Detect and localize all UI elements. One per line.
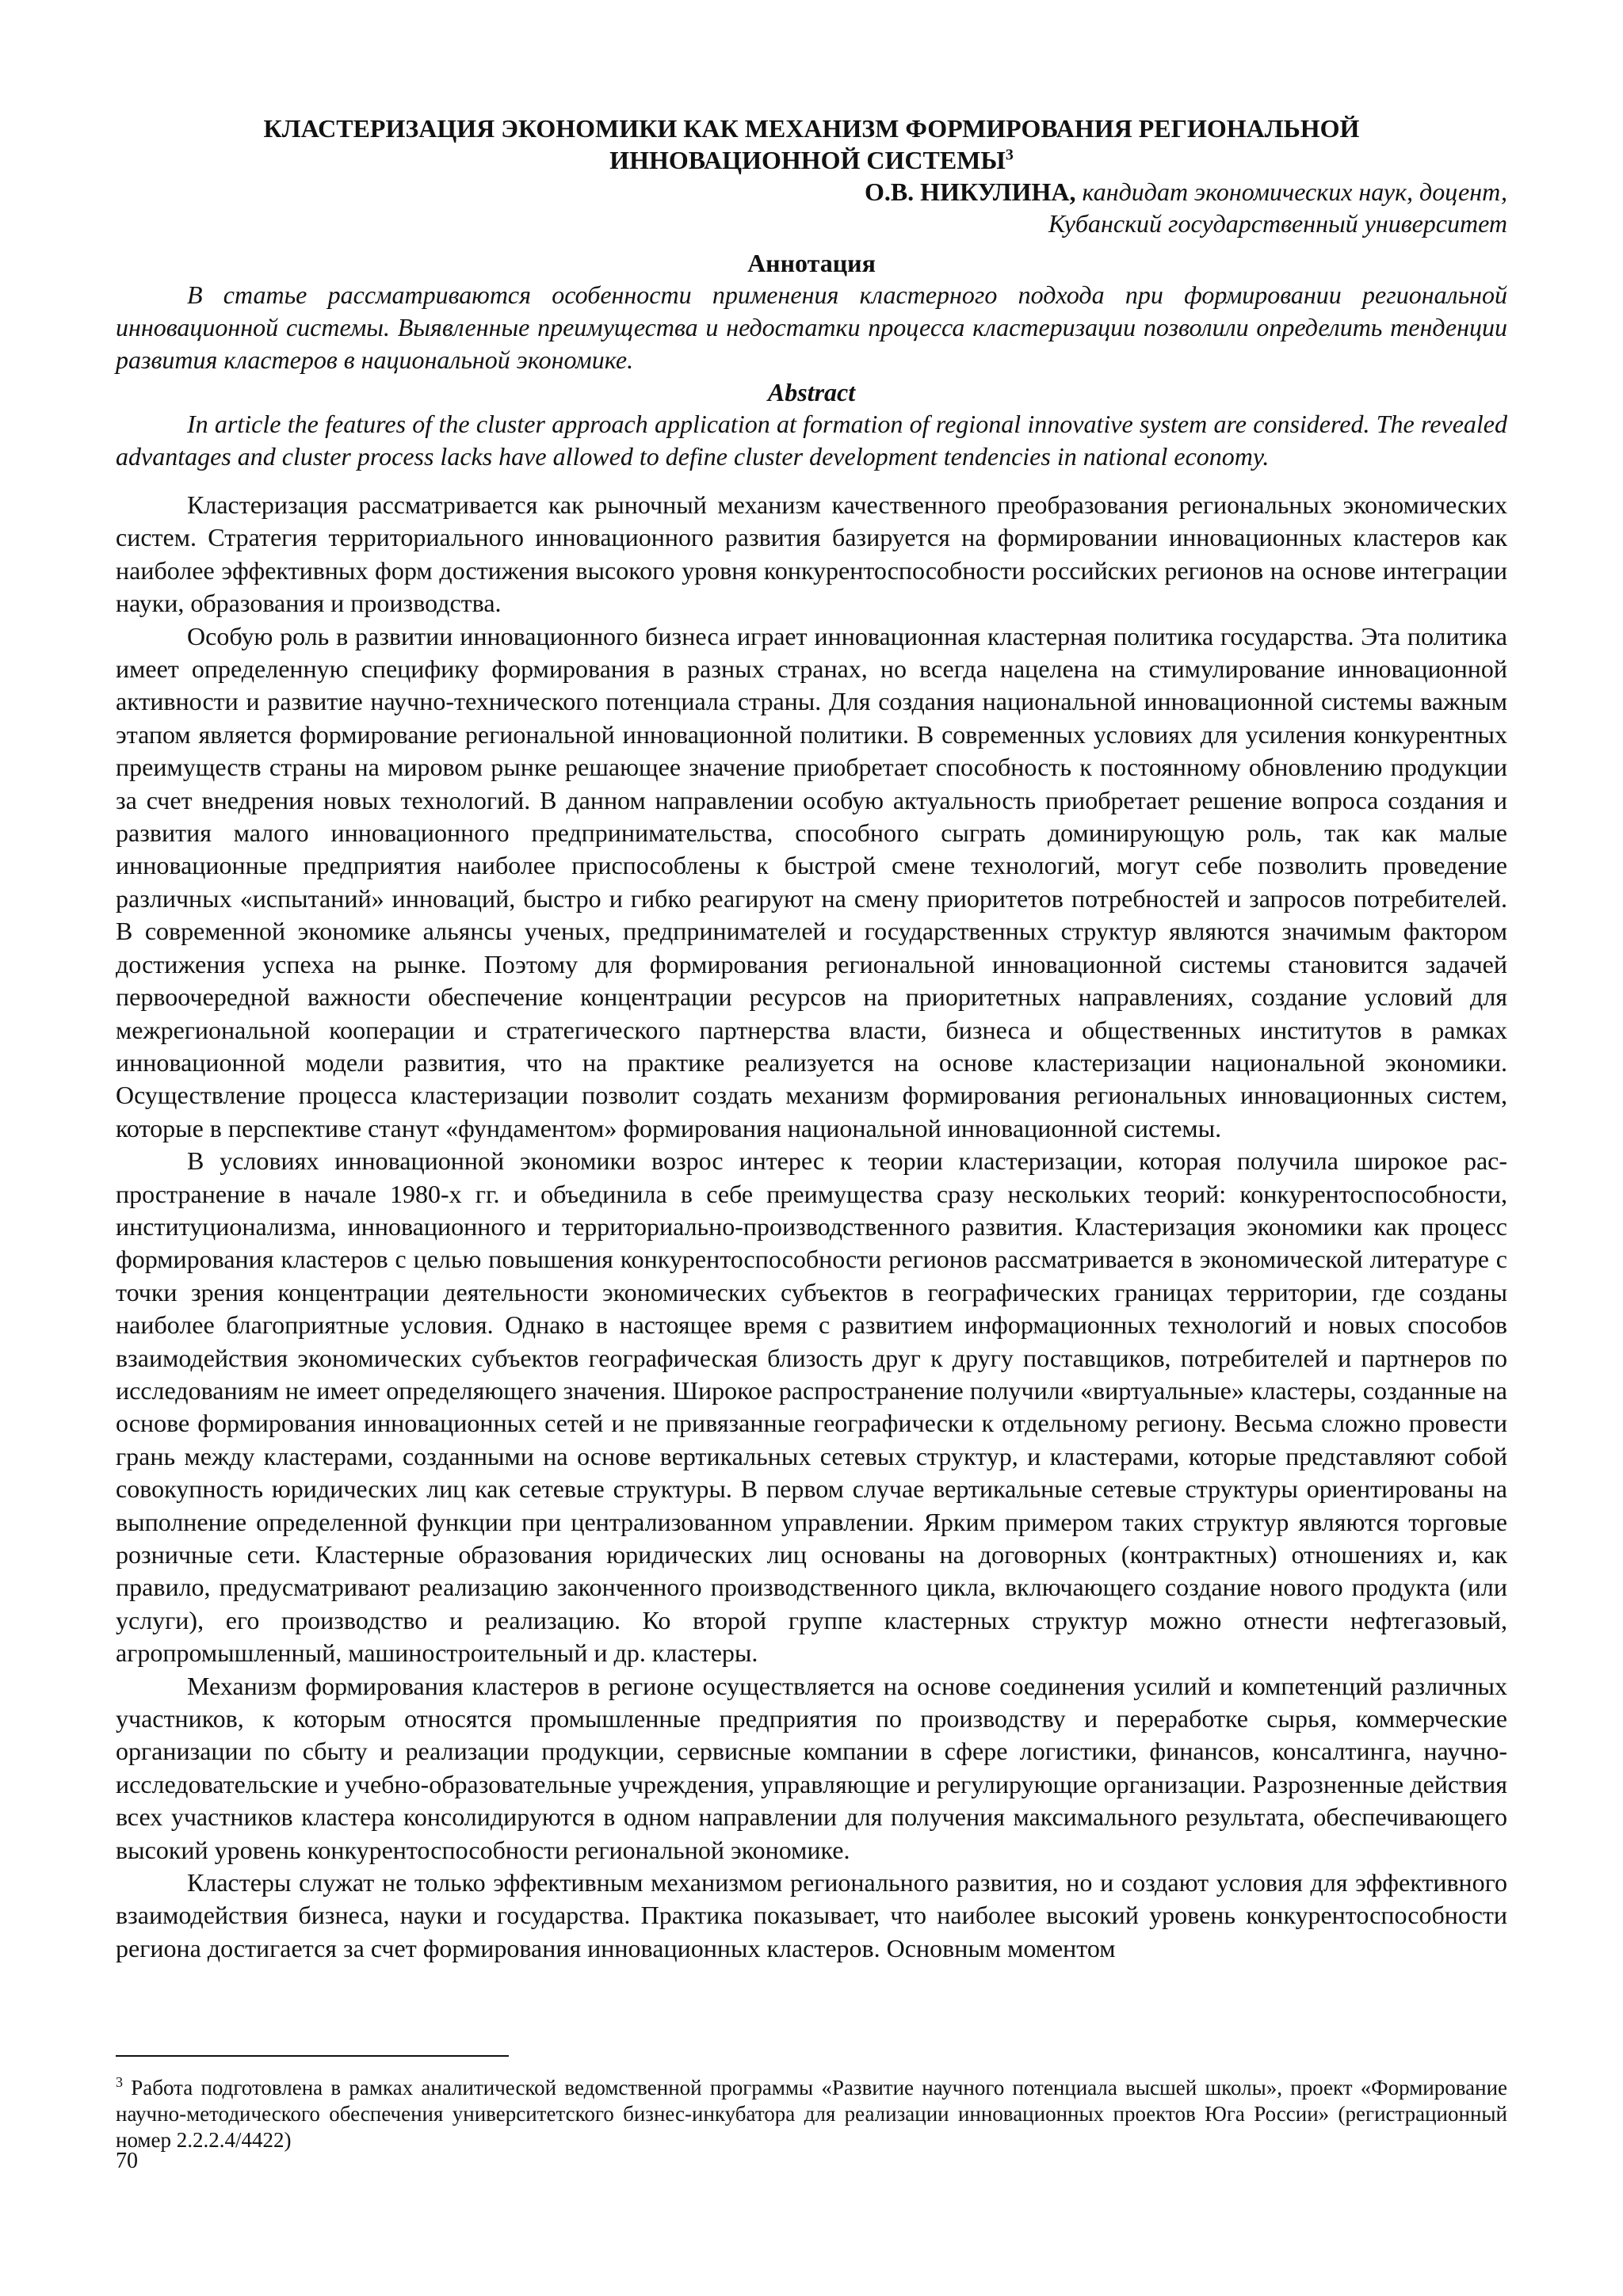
body-paragraph-4: Механизм формирования кластеров в регионе осуществляется на основе соединения усилий и компетенций различных участников, к которым относятся промышленные предприятия по производству и переработке сырья, коммерческие организации по сбыту и реализации продукции, сервисные компании в сфере логистики, финансов, консалтинга, научно-исследовательские и учебно-образовательные учреждения, управляющие и регулирующие организации. Разрозненные действия всех участников кластера консолидируются в одном направлении для получения максимального результата, обеспечивающего высокий уровень конкурентоспособности региональной экономике. — [116, 1671, 1507, 1864]
body-paragraph-3: В условиях инновационной экономики возрос интерес к теории кластеризации, которая получила широкое распространение в начале 1980-х гг. и объединила в себе преимущества сразу нескольких теорий: конкурентоспособности, институционализма, инновационного и территориально-производственного развития. Кластеризация экономики как процесс формирования кластеров с целью повышения конкурентоспособности регионов рассматривается в экономической литературе с точки зрения концентрации деятельности экономических субъектов в географических границах территории, где созданы наиболее благоприятные условия. Однако в настоящее время с развитием информационных технологий и новых способов взаимодействия экономических субъектов географическая близость друг к другу поставщиков, потребителей и партнеров по исследованиям не имеет определяющего значения. Широкое распространение получили «виртуальные» кластеры, созданные на основе формирования инновационных сетей и не привязанные географически к отдельному региону. Весьма сложно провести грань между кластерами, созданными на основе вертикальных сетевых структур, и кластерами, которые представляют собой совокупность юридических лиц как сетевые структуры. В первом случае вертикальные сетевые структуры ориентированы на выполнение определенной функции при централизованном управлении. Ярким примером таких структур являются торговые розничные сети. Кластерные образования юридических лиц основаны на договорных (контрактных) отношениях и, как правило, предусматривают реализацию законченного производственного цикла, включающего создание нового продукта (или услуги), его производство и реализацию. Ко второй группе кластерных структур можно отнести нефтегазовый, агропромышленный, машиностроительный и др. кластеры. — [116, 1146, 1507, 1668]
footnote — [116, 2069, 1507, 2153]
body-paragraph-5: Кластеры служат не только эффективным механизмом регионального развития, но и создают условия для эффективного взаимодействия бизнеса, науки и государства. Практика показывает, что наиболее высокий уровень конкурентоспособности региона достигается за счет формирования инновационных кластеров. Основным моментом — [116, 1868, 1507, 1962]
annotation-heading: Аннотация — [747, 249, 876, 277]
page-number: 70 — [116, 2149, 138, 2173]
article-title — [116, 113, 1507, 176]
body-paragraph-1: Кластеризация рассматривается как рыночный механизм качественного преобразования региональных экономических систем. Стратегия территориального инновационного развития базируется на формировании инновационных кластеров как наиболее эффективных форм достижения высокого уровня конкурентоспособности российских регионов на основе интеграции науки, образования и производства. — [116, 490, 1507, 618]
author-affiliation: Кубанский государственный университет — [1048, 209, 1507, 238]
article-page — [116, 113, 1507, 1965]
footnote-mark: 3 — [116, 2074, 123, 2090]
author-degree: кандидат экономических наук, доцент, — [1082, 177, 1507, 206]
author-line — [116, 176, 1507, 208]
title-line-2: ИННОВАЦИОННОЙ СИСТЕМЫ — [609, 146, 1006, 174]
title-line-1: КЛАСТЕРИЗАЦИЯ ЭКОНОМИКИ КАК МЕХАНИЗМ ФОРМИРОВАНИЯ РЕГИОНАЛЬНОЙ — [263, 114, 1360, 143]
footnote-text: Работа подготовлена в рамках аналитической ведомственной программы «Развитие научного потенциала высшей школы», проект «Формирование научно-методического обеспечения университетского бизнес-инкубатора для реализации инновационных проектов Юга России» (регистрационный номер 2.2.2.4/4422) — [116, 2076, 1508, 2152]
author-name: О.В. НИКУЛИНА, — [864, 177, 1076, 206]
footnote-separator — [116, 2055, 509, 2057]
body-paragraph-2: Особую роль в развитии инновационного бизнеса играет инновационная кластерная политика государства. Эта политика имеет определенную специфику формирования в разных странах, но всегда нацелена на стимулирование инновационной активности и развитие научно-технического потенциала страны. Для создания национальной инновационной системы важным этапом является формирование региональной инновационной политики. В современных условиях для усиления конкурентных преимуществ страны на мировом рынке решающее значение приобретает способность к постоянному обновлению продукции за счет внедрения новых технологий. В данном направлении особую актуальность приобретает решение вопроса создания и развития малого инновационного предпринимательства, способного сыграть доминирующую роль, так как малые инновационные предприятия наиболее приспособлены к быстрой смене технологий, могут себе позволить проведение различных «испытаний» инноваций, быстро и гибко реагируют на смену приоритетов потребностей и запросов потребителей. В современной экономике альянсы ученых, предпринимателей и государственных структур являются значимым фактором достижения успеха на рынке. Поэтому для формирования региональной инновационной системы становится задачей первоочередной важности обеспечение концентрации ресурсов на приоритетных направлениях, создание условий для межрегиональной кооперации и стратегического партнерства власти, бизнеса и общественных институтов в рамках инновационной модели развития, что на практике реализуется на основе кластеризации национальной экономики. Осуществление процесса кластеризации позволит создать механизм формирования региональных инновационных систем, которые в перспективе станут «фундаментом» формирования национальной инновационной системы. — [116, 621, 1507, 1142]
author-affiliation-line — [116, 208, 1507, 239]
article-body — [116, 489, 1507, 1965]
title-footnote-mark: 3 — [1005, 146, 1014, 164]
abstract-text: In article the features of the cluster approach application at formation of regional innovative system are considered. The revealed advantages and cluster process lacks have allowed to define cluster development tendencies in national economy. — [116, 410, 1507, 471]
abstract-heading: Abstract — [767, 378, 856, 406]
annotation-text: В статье рассматриваются особенности применения кластерного подхода при формировании региональной инновационной системы. Выявленные преимущества и недостатки процесса кластеризации позволили определить тенденции развития кластеров в национальной экономике. — [116, 280, 1507, 374]
